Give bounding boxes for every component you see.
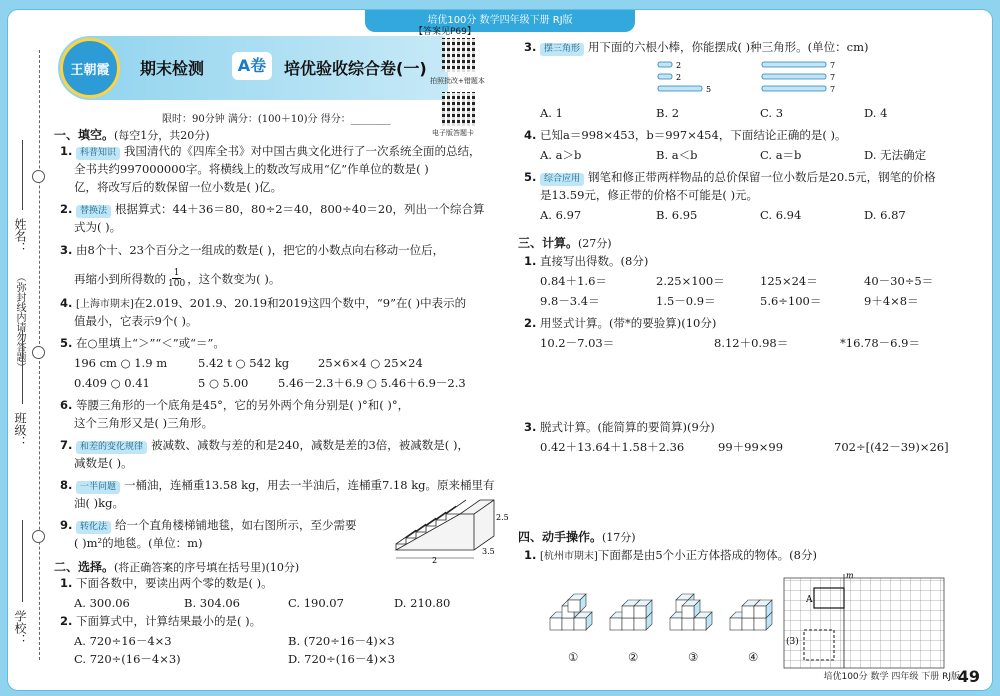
choice-option[interactable]: B. 304.06: [184, 596, 241, 610]
compare-item[interactable]: 0.409 ○ 0.41: [74, 376, 150, 390]
question-9-line-2: ( )m²的地毯。(单位：m): [74, 536, 203, 550]
volume-tag: A卷: [232, 52, 272, 80]
question-6: 6. 等腰三角形的一个底角是45°，它的另外两个角分别是( )°和( )°，: [60, 398, 410, 412]
cube-figure-2: [610, 600, 652, 630]
choice-option[interactable]: A. 1: [540, 106, 563, 120]
question-7: 7. 和差的变化规律 被减数、减数与差的和是240，减数是差的3倍，被减数是( )，: [60, 438, 469, 452]
binding-hole: [32, 170, 45, 183]
top-banner: 培优100分 数学四年级下册 RJ版: [365, 10, 635, 32]
choice-option[interactable]: B. 2: [656, 106, 680, 120]
stick-label: 7: [830, 73, 836, 82]
choice-option[interactable]: C. 6.94: [760, 208, 802, 222]
choice-option[interactable]: D. 4: [864, 106, 888, 120]
draw-1: 1. [杭州市期末]下面都是由5个小正方体搭成的物体。(8分): [524, 548, 817, 562]
calc-item[interactable]: 1.5－0.9＝: [656, 294, 716, 308]
dim-depth: 3.5: [482, 547, 495, 556]
choice-option[interactable]: C. 190.07: [288, 596, 344, 610]
sticks-figure: [648, 60, 848, 100]
question-1-line-3: 亿，将改写后的数保留一位小数是( )亿。: [74, 180, 283, 194]
calc-item[interactable]: 40－30÷5＝: [864, 274, 934, 288]
tag-badge: 摆三角形: [540, 43, 584, 56]
figure-label: ①: [568, 650, 579, 664]
tag-badge: 科普知识: [76, 147, 120, 160]
school-label: 学校：: [13, 610, 27, 646]
stick-label: 2: [676, 61, 682, 70]
compare-item[interactable]: 5.42 t ○ 542 kg: [198, 356, 290, 370]
calc-item[interactable]: 99＋99×99: [718, 440, 784, 454]
choice-option[interactable]: D. 6.87: [864, 208, 906, 222]
calc-item[interactable]: 125×24＝: [760, 274, 818, 288]
name-blank[interactable]: [22, 140, 23, 210]
calc-item[interactable]: 9＋4×8＝: [864, 294, 919, 308]
choice-4: 4. 已知a＝998×453，b＝997×454，下面结论正确的是( )。: [524, 128, 847, 142]
figure-label: ③: [688, 650, 699, 664]
choice-2: 2. 下面算式中，计算结果最小的是( )。: [60, 614, 262, 628]
compare-item[interactable]: 196 cm ○ 1.9 m: [74, 356, 168, 370]
name-label: 姓名：: [13, 218, 27, 254]
class-label: 班级：: [13, 412, 27, 448]
dim-width: 2: [432, 556, 438, 565]
choice-option[interactable]: A. 6.97: [540, 208, 582, 222]
question-1: 1. 科普知识 我国清代的《四库全书》对中国古典文化进行了一次系统全面的总结，: [60, 144, 481, 158]
calc-item[interactable]: 5.6÷100＝: [760, 294, 822, 308]
binding-margin: [8, 10, 52, 690]
compare-item[interactable]: 25×6×4 ○ 25×24: [318, 356, 423, 370]
tag-badge: 一半问题: [76, 481, 120, 494]
class-blank[interactable]: [22, 330, 23, 404]
question-6-line-2: 这个三角形又是( )三角形。: [74, 416, 214, 430]
grid-axis-label: m: [846, 571, 854, 580]
question-1-line-2: 全书共约997000000字。将横线上的数改写成用“亿”作单位的数是( ): [74, 162, 429, 176]
calc-3: 3. 脱式计算。(能简算的要简算)(9分): [524, 420, 715, 434]
choice-option[interactable]: C. 720÷(16－4×3): [74, 652, 181, 666]
choice-3: 3. 摆三角形 用下面的六根小棒，你能摆成( )种三角形。(单位：cm): [524, 40, 869, 54]
question-8: 8. 一半问题 一桶油，连桶重13.58 kg，用去一半油后，连桶重7.18 kg。原来桶里有: [60, 478, 495, 492]
page-footer: 培优100分 数学 四年级 下册 RJ版: [823, 672, 960, 682]
question-3-line-2: 再缩小到所得数的 1 100 ，这个数变为( )。: [74, 268, 281, 289]
page-number: 49: [957, 667, 980, 686]
choice-5-line-2: 是13.59元，修正带的价格不可能是( )元。: [540, 188, 759, 202]
tag-badge: 转化法: [76, 521, 111, 534]
cube-figures: [548, 586, 778, 648]
choice-option[interactable]: D. 无法确定: [864, 148, 927, 162]
calc-item[interactable]: 9.8－3.4＝: [540, 294, 600, 308]
question-9: 9. 转化法 给一个直角楼梯铺地毯，如右图所示，至少需要: [60, 518, 357, 532]
cube-figure-1: [550, 594, 592, 630]
qr-caption: 拍照批改+错题本: [430, 77, 485, 85]
choice-option[interactable]: D. 210.80: [394, 596, 451, 610]
choice-option[interactable]: C. a＝b: [760, 148, 802, 162]
question-2: 2. 替换法 根据算式：44＋36＝80，80÷2＝40，800÷40＝20，列出一个综合算: [60, 202, 485, 216]
exam-header: [58, 36, 448, 100]
exam-title: 培优验收综合卷(一): [284, 59, 427, 78]
cube-figure-3: [670, 594, 712, 630]
calc-item[interactable]: 8.12＋0.98＝: [714, 336, 789, 350]
fraction: 1 100: [168, 268, 186, 289]
figure-label: ②: [628, 650, 639, 664]
compare-item[interactable]: 5 ○ 5.00: [198, 376, 249, 390]
section-4-title: 四、动手操作。(17分): [518, 530, 636, 544]
exam-title-prefix: 期末检测: [140, 59, 205, 78]
choice-option[interactable]: A. a＞b: [540, 148, 582, 162]
question-2-line-2: 式为( )。: [74, 220, 122, 234]
qr-caption: 电子版答题卡: [432, 129, 474, 137]
choice-option[interactable]: C. 3: [760, 106, 784, 120]
section-3-title: 三、计算。(27分): [518, 236, 612, 250]
tag-badge: 综合应用: [540, 173, 584, 186]
calc-item[interactable]: *16.78－6.9＝: [840, 336, 920, 350]
binding-hole: [32, 530, 45, 543]
section-1-title: 一、填空。(每空1分，共20分): [54, 128, 210, 142]
calc-item[interactable]: 702÷[(42－39)×26]: [834, 440, 949, 454]
question-4-line-2: 值最小，它表示9个( )。: [74, 314, 198, 328]
question-7-line-2: 减数是( )。: [74, 456, 133, 470]
publisher-logo: 王朝霞: [60, 38, 120, 98]
qr-code-icon[interactable]: [442, 38, 476, 72]
choice-option[interactable]: A. 300.06: [74, 596, 130, 610]
tag-badge: 替换法: [76, 205, 111, 218]
staircase-figure: [390, 492, 509, 565]
choice-5: 5. 综合应用 钢笔和修正带两样物品的总价保留一位小数后是20.5元，钢笔的价格: [524, 170, 936, 184]
figure-label: ④: [748, 650, 759, 664]
stick-label: 2: [676, 73, 682, 82]
grid-part-label: (3): [786, 637, 799, 647]
cube-figure-4: [730, 600, 772, 630]
section-2-title: 二、选择。(将正确答案的序号填在括号里)(10分): [54, 560, 300, 574]
calc-2: 2. 用竖式计算。(带*的要验算)(10分): [524, 316, 717, 330]
exam-meta: 限时：90分钟 满分：(100＋10)分 得分：________: [162, 114, 391, 125]
school-blank[interactable]: [22, 520, 23, 602]
question-8-line-2: 油( )kg。: [74, 496, 124, 510]
qr-code-icon[interactable]: [442, 92, 476, 126]
grid-point-label: A: [806, 595, 813, 605]
question-5: 5. 在○里填上“＞”“＜”或“＝”。: [60, 336, 225, 350]
tag-badge: 和差的变化规律: [76, 441, 147, 454]
exam-page: [8, 10, 992, 690]
answer-reference: 【答案见P69】: [414, 27, 476, 37]
choice-option[interactable]: A. 720÷16－4×3: [74, 634, 172, 648]
seal-note: （弥封线内请勿答题）: [14, 272, 25, 372]
stick-label: 7: [830, 85, 836, 94]
question-4: 4. [上海市期末]在2.019、201.9、20.19和2019这四个数中，“9”在( )中表示的: [60, 296, 467, 310]
calc-1: 1. 直接写出得数。(8分): [524, 254, 649, 268]
choice-option[interactable]: B. a＜b: [656, 148, 698, 162]
calc-item[interactable]: 0.84＋1.6＝: [540, 274, 607, 288]
dim-height: 2.5: [496, 513, 509, 522]
choice-1: 1. 下面各数中，要读出两个零的数是( )。: [60, 576, 273, 590]
question-3: 3. 由8个十、23个百分之一组成的数是( )，把它的小数点向右移动一位后，: [60, 243, 445, 257]
stick-label: 7: [830, 61, 836, 70]
calc-item[interactable]: 10.2－7.03＝: [540, 336, 615, 350]
choice-option[interactable]: B. 6.95: [656, 208, 698, 222]
binding-hole: [32, 346, 45, 359]
calc-item[interactable]: 2.25×100＝: [656, 274, 725, 288]
compare-item[interactable]: 5.46－2.3＋6.9 ○ 5.46＋6.9－2.3: [278, 376, 466, 390]
choice-option[interactable]: D. 720÷(16－4)×3: [288, 652, 396, 666]
choice-option[interactable]: B. (720÷16－4)×3: [288, 634, 395, 648]
stick-label: 5: [706, 85, 712, 94]
calc-item[interactable]: 0.42＋13.64＋1.58＋2.36: [540, 440, 685, 454]
drawing-grid[interactable]: [780, 570, 948, 670]
